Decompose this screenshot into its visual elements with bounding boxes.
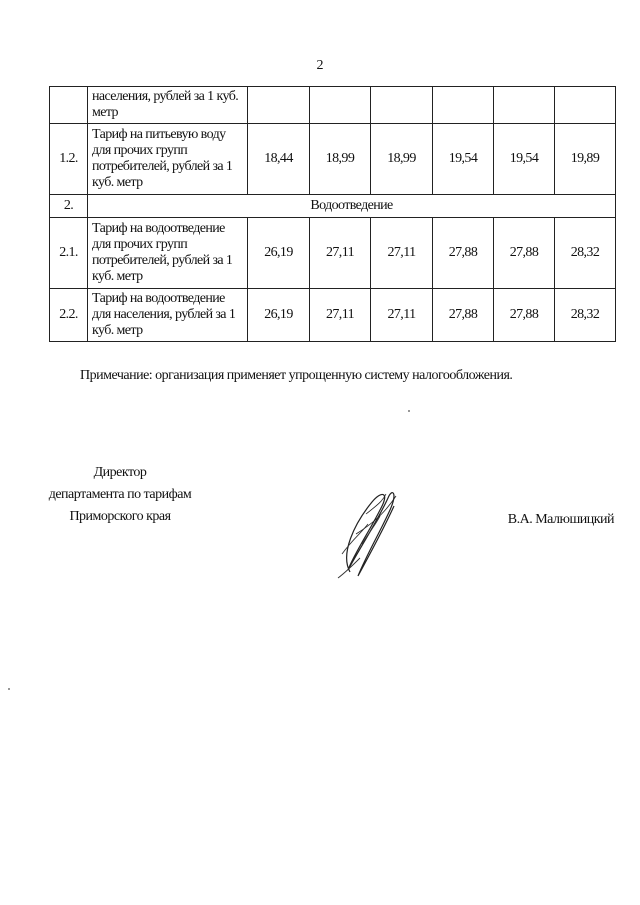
tariff-value: 18,99 (371, 124, 433, 195)
signatory-title-line: Приморского края (69, 509, 171, 524)
tariff-value (371, 87, 433, 124)
tariff-value: 18,44 (248, 124, 310, 195)
tariff-value (494, 87, 555, 124)
page-number: 2 (316, 58, 324, 73)
tariff-value (555, 87, 616, 124)
table-row (50, 195, 616, 218)
scan-speck (408, 410, 410, 412)
tariff-value: 27,11 (371, 289, 433, 342)
tariff-value: 18,99 (310, 124, 371, 195)
signatory-title-line: Директор (93, 465, 147, 480)
tariff-value: 27,11 (310, 218, 371, 289)
tariff-value: 27,88 (494, 289, 555, 342)
tariff-value: 19,54 (433, 124, 494, 195)
tariff-value: 27,88 (433, 289, 494, 342)
tariff-value: 27,88 (433, 218, 494, 289)
signatory-title (40, 462, 200, 528)
row-number: 2.1. (50, 218, 88, 289)
tariff-name: Тариф на водоотведение для населения, рублей за 1 куб. метр (88, 289, 248, 342)
signer-name: В.А. Малюшицкий (507, 512, 614, 527)
section-title: Водоотведение (88, 195, 616, 218)
tariff-value (248, 87, 310, 124)
tariff-value (310, 87, 371, 124)
tariff-value: 27,88 (494, 218, 555, 289)
tariff-value: 19,54 (494, 124, 555, 195)
handwritten-signature (332, 484, 402, 584)
tariff-value: 27,11 (310, 289, 371, 342)
signatory-title-line: департамента по тарифам (48, 487, 192, 502)
row-number: 2. (50, 195, 88, 218)
tariff-name: Тариф на водоотведение для прочих групп потребителей, рублей за 1 куб. метр (88, 218, 248, 289)
tariff-value: 28,32 (555, 218, 616, 289)
tariff-name: Тариф на питьевую воду для прочих групп потребителей, рублей за 1 куб. метр (88, 124, 248, 195)
tariff-value: 27,11 (371, 218, 433, 289)
tariff-value (433, 87, 494, 124)
row-number: 2.2. (50, 289, 88, 342)
tariff-value: 26,19 (248, 289, 310, 342)
table-row (50, 289, 616, 342)
tariff-table (49, 86, 616, 342)
tariff-value: 19,89 (555, 124, 616, 195)
tariff-name: населения, рублей за 1 куб. метр (88, 87, 248, 124)
tariff-value: 26,19 (248, 218, 310, 289)
scan-speck (8, 688, 10, 690)
row-number (50, 87, 88, 124)
row-number: 1.2. (50, 124, 88, 195)
table-row (50, 124, 616, 195)
table-row (50, 218, 616, 289)
note-text: Примечание: организация применяет упрощенную систему налогообложения. (80, 368, 513, 383)
table-row (50, 87, 616, 124)
tariff-value: 28,32 (555, 289, 616, 342)
